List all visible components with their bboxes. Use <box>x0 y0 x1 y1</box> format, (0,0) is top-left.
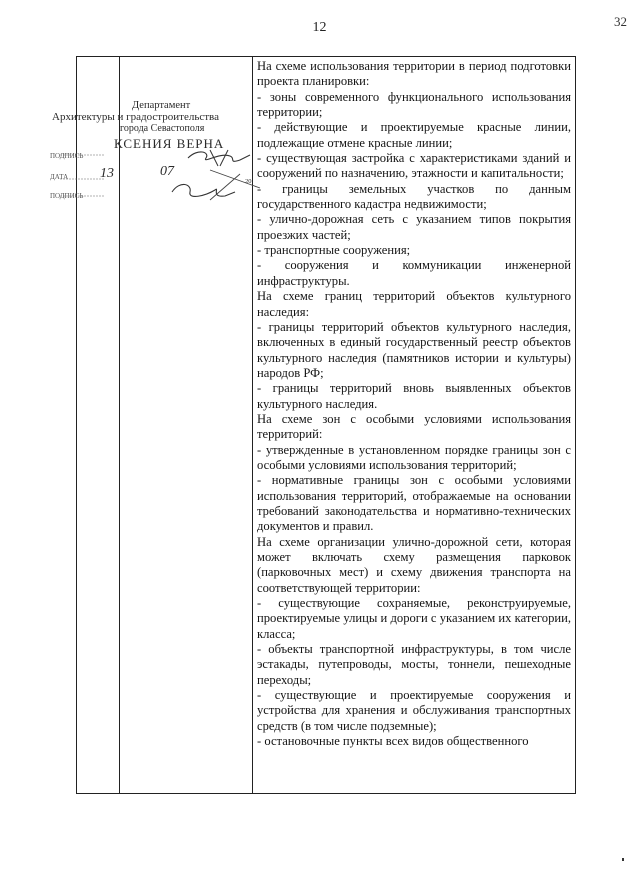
paragraph: - существующие и проектируемые сооружения и устройства для хранения и обслуживания транспортных средств (в том числе подземные); <box>257 688 571 733</box>
paragraph: - действующие и проектируемые красные линии, подлежащие отмене красные линии; <box>257 120 571 150</box>
sheet-number: 32 <box>614 14 627 29</box>
stamp-org: Департамент <box>132 100 191 111</box>
approval-stamp <box>50 100 270 210</box>
paragraph: - нормативные границы зон с особыми условиями использования территорий, отображаемые на основании требований законодательства и нормативно-технических документов и правил. <box>257 473 571 534</box>
stamp-name: КСЕНИЯ ВЕРНА <box>114 136 225 151</box>
paragraph: На схеме организации улично-дорожной сети, которая может включать схему размещения парковок (парковочных мест) и схему движения транспорта на соответствующей территории: <box>257 534 571 595</box>
paragraph: - существующие сохраняемые, реконструируемые, проектируемые улицы и дороги с указанием их категории, класса; <box>257 596 571 641</box>
paragraph: - зоны современного функционального использования территории; <box>257 89 571 120</box>
paragraph: - объекты транспортной инфраструктуры, в том числе эстакады, путепроводы, мосты, тоннели, пешеходные переходы; <box>257 642 571 687</box>
paragraph: - улично-дорожная сеть с указанием типов покрытия проезжих частей; <box>257 212 571 242</box>
scan-mark <box>622 858 624 861</box>
requirements-text-cell <box>257 59 571 749</box>
paragraph: - границы территорий объектов культурного наследия, включенных в единый государственный реестр объектов культурного наследия (памятников истории и культуры) народов РФ; <box>257 319 571 380</box>
stamp-month: 07 <box>160 164 174 179</box>
paragraph: - границы территорий вновь выявленных объектов культурного наследия. <box>257 381 571 411</box>
stamp-label: ПОДПИСЬ <box>50 192 84 200</box>
stamp-day: 13 <box>100 166 114 181</box>
paragraph: - границы земельных участков по данным государственного кадастра недвижимости; <box>257 181 571 212</box>
stamp-department: Архитектуры и градостроительства <box>52 111 219 123</box>
paragraph: - утвержденные в установленном порядке границы зон с особыми условиями использования территорий; <box>257 442 571 472</box>
paragraph: - сооружения и коммуникации инженерной инфраструктуры. <box>257 258 571 288</box>
paragraph: - остановочные пункты всех видов общественного <box>257 734 529 749</box>
stamp-city: города Севастополя <box>120 123 205 134</box>
paragraph: - транспортные сооружения; <box>257 243 411 258</box>
paragraph: На схеме зон с особыми условиями использования территорий: <box>257 411 571 442</box>
paragraph: - существующая застройка с характеристиками зданий и сооружений по назначению, этажности и капитальности; <box>257 151 571 181</box>
page-number: 12 <box>312 20 327 35</box>
stamp-label: ДАТА <box>50 173 69 181</box>
stamp-label: ПОДПИСЬ <box>50 152 84 160</box>
paragraph: На схеме границ территорий объектов культурного наследия: <box>257 289 571 319</box>
stamp-year: 20 <box>245 178 252 185</box>
paragraph: На схеме использования территории в период подготовки проекта планировки: <box>257 59 571 89</box>
